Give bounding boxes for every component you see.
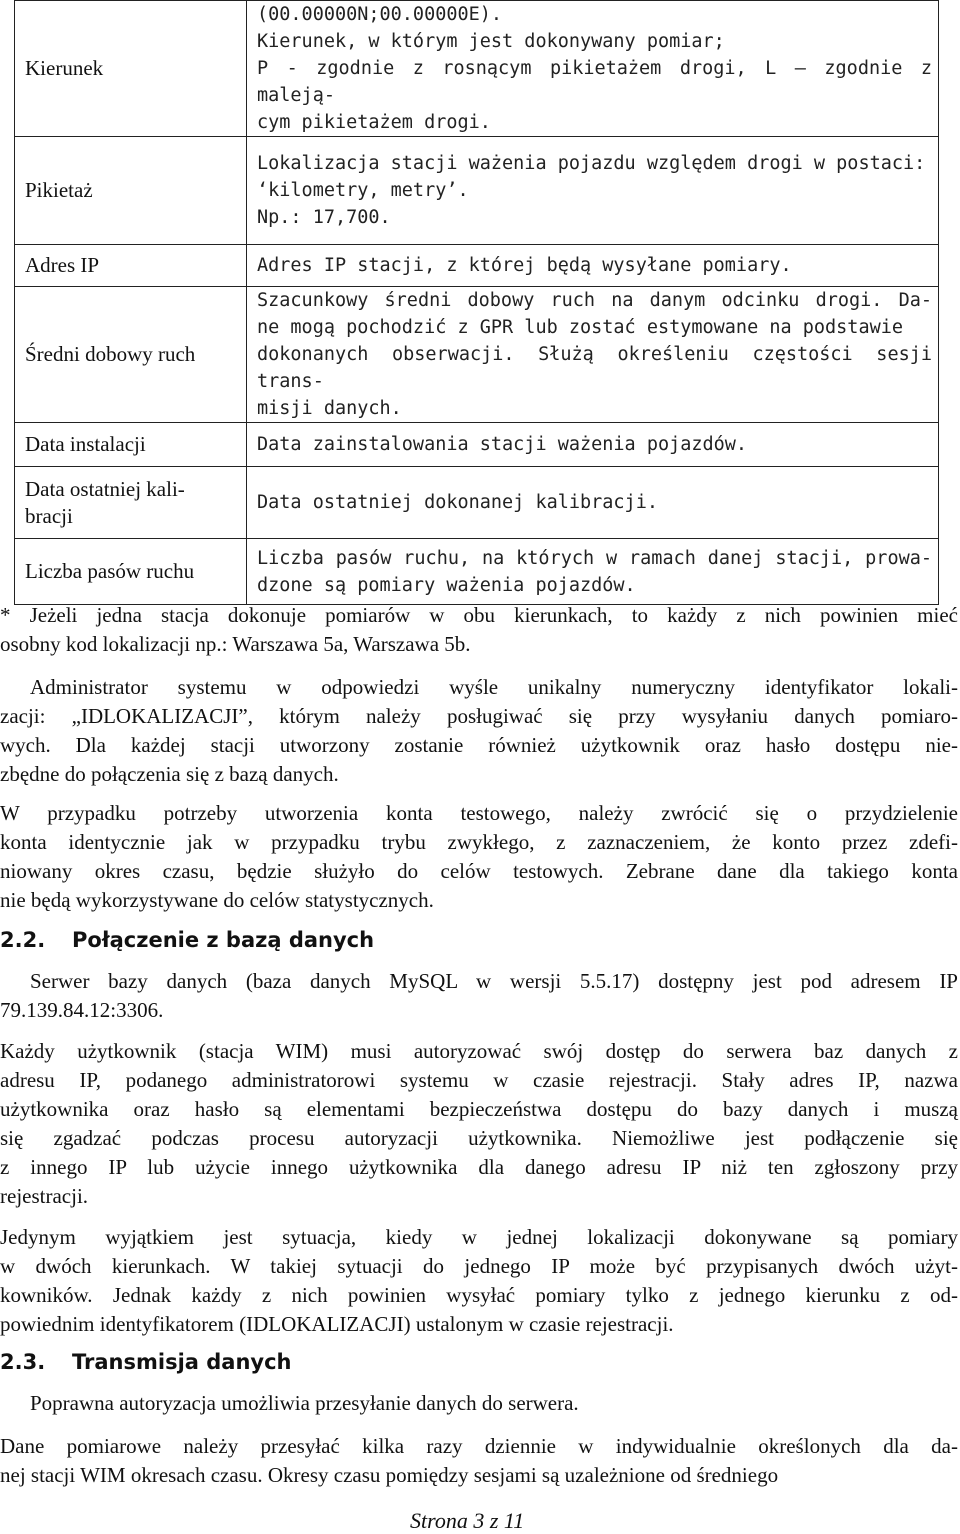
field-description-line: dokonanych obserwacji. Służą określeniu częstości sesji trans- — [257, 344, 932, 392]
data-paragraph — [0, 1432, 958, 1490]
field-description-line: dzone są pomiary ważenia pojazdów. — [257, 574, 636, 596]
authz-paragraph — [0, 1389, 958, 1418]
field-description-line: Data ostatniej dokonanej kalibracji. — [257, 492, 658, 513]
admin-paragraph — [0, 673, 958, 789]
field-name-line: Średni dobowy ruch — [25, 342, 196, 366]
table-row — [15, 287, 939, 423]
field-description-line: Kierunek, w którym jest dokonywany pomiar; — [257, 31, 725, 52]
paragraph-line: W przypadku potrzeby utworzenia konta testowego, należy zwrócić się o przydzielenie — [0, 801, 958, 825]
field-description-cell — [247, 423, 939, 467]
field-description-line: Szacunkowy średni dobowy ruch na danym odcinku drogi. Da- — [257, 290, 932, 311]
table-row — [15, 245, 939, 287]
field-description-cell — [247, 137, 939, 245]
note-paragraph — [0, 601, 958, 659]
table-row — [15, 137, 939, 245]
paragraph-line: Serwer bazy danych (baza danych MySQL w wersji 5.5.17) dostępny jest pod adresem IP — [30, 969, 958, 993]
field-name-line: Data ostatniej kali- — [25, 476, 185, 501]
paragraph-line: w dwóch kierunkach. W takiej sytuacji do jednego IP może być przypisanych dwóch użyt- — [0, 1254, 958, 1278]
field-description-line: Lokalizacja stacji ważenia pojazdu względem drogi w postaci: — [257, 153, 926, 174]
paragraph-line: Administrator systemu w odpowiedzi wyśle unikalny numeryczny identyfikator lokali- — [30, 675, 958, 699]
field-name-line: Adres IP — [25, 253, 100, 277]
paragraph-line: 79.139.84.12:3306. — [0, 998, 164, 1022]
field-name-line: Liczba pasów ruchu — [25, 559, 195, 583]
paragraph-line: Jedynym wyjątkiem jest sytuacja, kiedy w jednej lokalizacji dokonywane są pomiary — [0, 1225, 958, 1249]
table-row — [15, 539, 939, 605]
field-description-line: Adres IP stacji, z której będą wysyłane pomiary. — [257, 255, 792, 276]
paragraph-line: wych. Dla każdej stacji utworzony zostanie również użytkownik oraz hasło dostępu nie- — [0, 733, 958, 757]
page-footer: Strona 3 z 11 — [410, 1508, 525, 1533]
section-heading-2-3 — [0, 1348, 292, 1376]
section-title: Transmisja danych — [72, 1350, 292, 1374]
field-description-cell — [247, 539, 939, 605]
field-name-cell — [15, 1, 247, 137]
field-name-cell — [15, 539, 247, 605]
paragraph-line: niowany okres czasu, będzie służyło do celów testowych. Zebrane dane dla takiego konta — [0, 859, 958, 883]
field-name-cell — [15, 423, 247, 467]
field-name-line: bracji — [25, 503, 73, 528]
field-name-line: Kierunek — [25, 56, 104, 80]
paragraph-line: rejestracji. — [0, 1184, 89, 1208]
paragraph-line: adresu IP, podanego administratorowi systemu w czasie rejestracji. Stały adres IP, nazwa — [0, 1068, 958, 1092]
paragraph-line: powiednim identyfikatorem (IDLOKALIZACJI) ustalonym w czasie rejestracji. — [0, 1312, 674, 1336]
section-number: 2.3. — [0, 1350, 46, 1374]
field-description-cell — [247, 287, 939, 423]
section-heading-2-2 — [0, 926, 374, 954]
field-description-cell — [247, 467, 939, 539]
paragraph-line: Dane pomiarowe należy przesyłać kilka razy dziennie w indywidualnie określonych dla da- — [0, 1434, 958, 1458]
field-name-line: Pikietaż — [25, 178, 93, 202]
exception-paragraph — [0, 1223, 958, 1339]
field-name-cell — [15, 467, 247, 539]
field-description-line: Np.: 17,700. — [257, 207, 391, 228]
paragraph-line: Poprawna autoryzacja umożliwia przesyłanie danych do serwera. — [30, 1391, 579, 1415]
table-row — [15, 423, 939, 467]
field-name-cell — [15, 287, 247, 423]
field-description-line: P - zgodnie z rosnącym pikietażem drogi, L – zgodnie z maleją- — [257, 58, 932, 106]
field-description-line: Liczba pasów ruchu, na których w ramach danej stacji, prowa- — [257, 547, 932, 569]
section-number: 2.2. — [0, 928, 46, 952]
paragraph-line: się zgadzać podczas procesu autoryzacji użytkownika. Niemożliwe jest podłączenie się — [0, 1126, 958, 1150]
field-description-line: Data zainstalowania stacji ważenia pojazdów. — [257, 434, 748, 455]
paragraph-line: zacji: „IDLOKALIZACJI”, którym należy posługiwać się przy wysyłaniu danych pomiaro- — [0, 704, 958, 728]
table-row — [15, 467, 939, 539]
field-description-cell — [247, 245, 939, 287]
paragraph-line: zbędne do połączenia się z bazą danych. — [0, 762, 339, 786]
paragraph-line: konta identycznie jak w przypadku trybu zwykłego, z zaznaczeniem, że konto przez zdefi- — [0, 830, 958, 854]
paragraph-line: użytkownika oraz hasło są elementami bezpieczeństwa dostępu do bazy danych i muszą — [0, 1097, 958, 1121]
field-description-line: ne mogą pochodzić z GPR lub zostać estymowane na podstawie — [257, 317, 904, 338]
section-title: Połączenie z bazą danych — [72, 928, 375, 952]
field-description-line: misji danych. — [257, 398, 402, 419]
field-name-cell — [15, 137, 247, 245]
paragraph-line: kowników. Jednak każdy z nich powinien wysyłać pomiary tylko z jednego kierunku z od- — [0, 1283, 958, 1307]
paragraph-line: z innego IP lub użycie innego użytkownika dla danego adresu IP niż ten zgłoszony przy — [0, 1155, 958, 1179]
field-description-line: (00.00000N;00.00000E). — [257, 4, 503, 25]
server-paragraph — [0, 967, 958, 1025]
authorization-paragraph — [0, 1037, 958, 1211]
field-description-line: cym pikietażem drogi. — [257, 112, 491, 133]
field-name-line: Data instalacji — [25, 432, 146, 456]
paragraph-line: nie będą wykorzystywane do celów statystycznych. — [0, 888, 434, 912]
test-account-paragraph — [0, 799, 958, 915]
paragraph-line: osobny kod lokalizacji np.: Warszawa 5a, Warszawa 5b. — [0, 632, 471, 656]
fields-table — [14, 0, 939, 605]
field-description-cell — [247, 1, 939, 137]
paragraph-line: * Jeżeli jedna stacja dokonuje pomiarów w obu kierunkach, to każdy z nich powinien mieć — [0, 603, 958, 627]
paragraph-line: Każdy użytkownik (stacja WIM) musi autoryzować swój dostęp do serwera baz danych z — [0, 1039, 958, 1063]
field-description-line: ‘kilometry, metry’. — [257, 180, 469, 201]
paragraph-line: nej stacji WIM okresach czasu. Okresy czasu pomiędzy sesjami są uzależnione od średniego — [0, 1463, 779, 1487]
field-name-cell — [15, 245, 247, 287]
table-row — [15, 1, 939, 137]
